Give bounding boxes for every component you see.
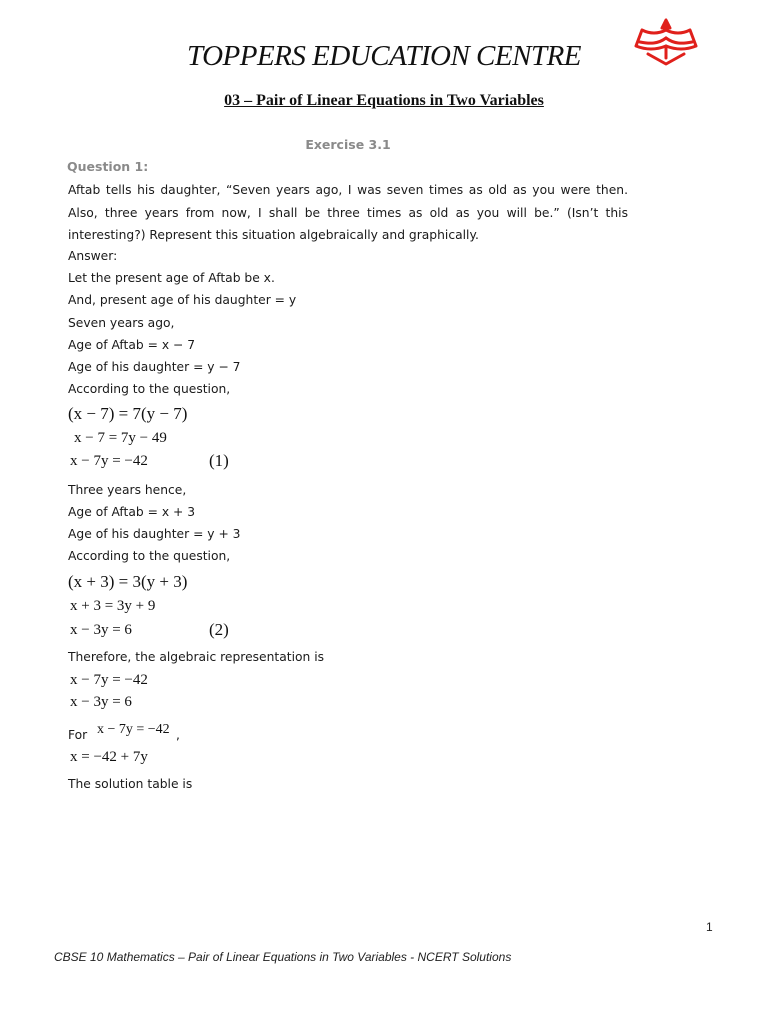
equation: x − 3y = 6 (70, 694, 132, 710)
header-title: TOPPERS EDUCATION CENTRE (186, 40, 581, 72)
equation-number: (2) (209, 620, 229, 639)
equation: (x + 3) = 3(y + 3) (68, 572, 188, 591)
for-label: For (68, 728, 88, 742)
footer-text: CBSE 10 Mathematics – Pair of Linear Equations in Two Variables - NCERT Solutions (54, 950, 512, 964)
equation: x − 3y = 6 (70, 622, 132, 638)
answer-line: Seven years ago, (68, 316, 175, 330)
equation: (x − 7) = 7(y − 7) (68, 404, 188, 423)
question-text: Aftab tells his daughter, “Seven years ago, I was seven times as old as you were then. Also, three years from now, I shall be three times as old as you will be.” (Isn’t this interesting?) Represent this situation algebraically and graphically. (68, 183, 628, 242)
answer-line: According to the question, (68, 382, 231, 396)
answer-line: Age of Aftab = x − 7 (68, 338, 196, 352)
answer-label: Answer: (68, 249, 118, 263)
equation-number: (1) (209, 451, 229, 470)
equation: x − 7y = −42 (70, 453, 148, 469)
equation: x − 7y = −42 (97, 722, 170, 737)
answer-line: Let the present age of Aftab be x. (68, 271, 275, 285)
equation: x + 3 = 3y + 9 (70, 598, 156, 614)
exercise-heading: Exercise 3.1 (305, 137, 391, 152)
answer-line: According to the question, (68, 549, 231, 563)
equation: x − 7 = 7y − 49 (74, 430, 167, 446)
answer-line: And, present age of his daughter = y (68, 293, 297, 307)
answer-line: Age of Aftab = x + 3 (68, 505, 196, 519)
chapter-title: 03 – Pair of Linear Equations in Two Variables (224, 92, 544, 109)
answer-line: Age of his daughter = y − 7 (68, 360, 241, 374)
answer-line: Age of his daughter = y + 3 (68, 527, 241, 541)
answer-line: The solution table is (68, 777, 193, 791)
question-label: Question 1: (67, 159, 149, 174)
open-book-logo-icon (628, 14, 704, 74)
answer-line: Therefore, the algebraic representation is (68, 650, 325, 664)
equation: x − 7y = −42 (70, 672, 148, 688)
page-number: 1 (706, 920, 713, 934)
equation: x = −42 + 7y (70, 749, 148, 765)
answer-line: Three years hence, (68, 483, 187, 497)
comma: , (176, 728, 180, 742)
